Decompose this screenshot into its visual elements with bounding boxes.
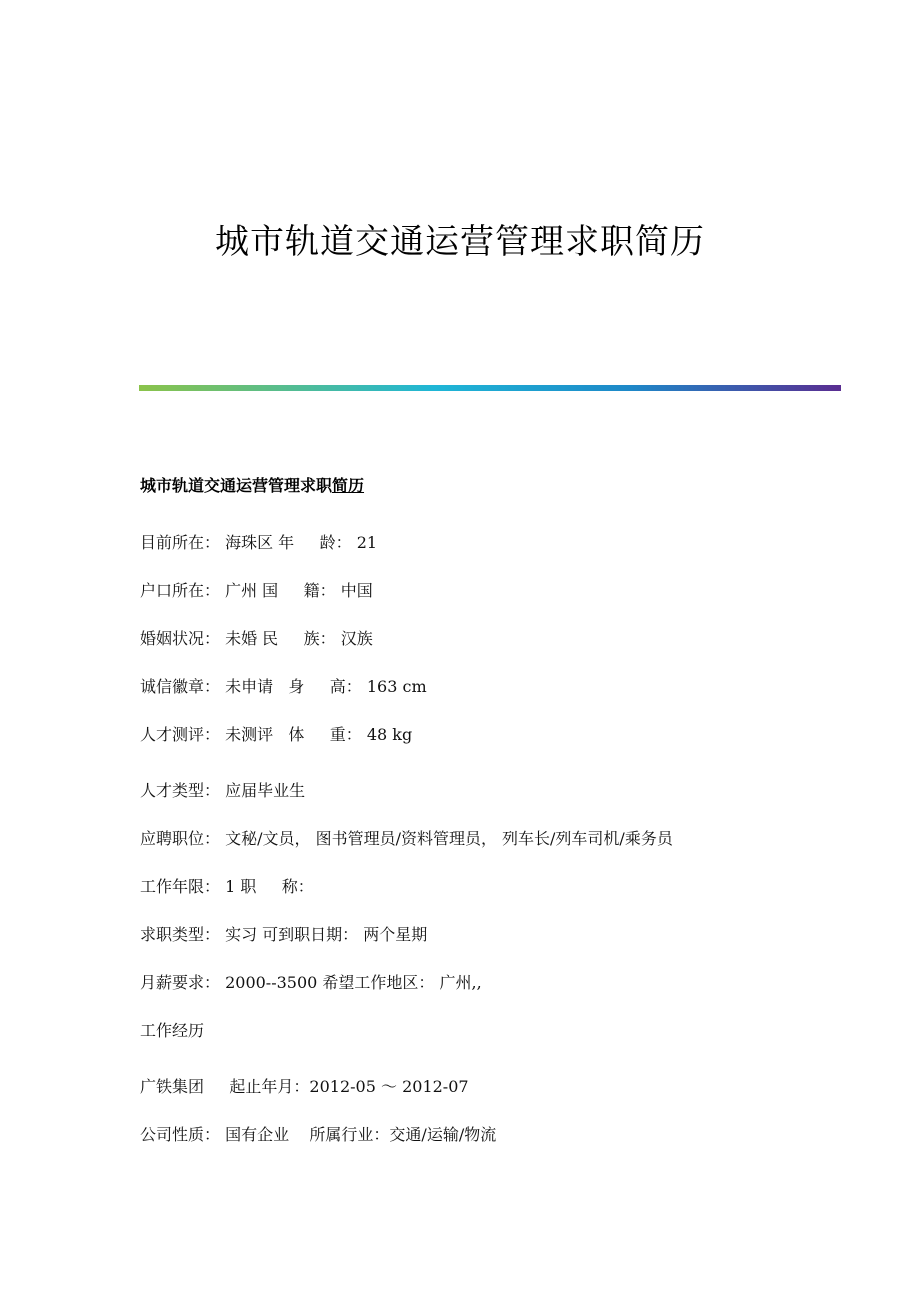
row-marital-status: 婚姻状况： 未婚 民 族： 汉族: [140, 629, 373, 648]
row-salary: 月薪要求： 2000--3500 希望工作地区： 广州,,: [140, 973, 482, 992]
row-work-years: 工作年限： 1 职 称：: [140, 877, 314, 896]
section-title-main: 城市轨道交通运营管理求职: [140, 476, 333, 495]
section-title: [140, 473, 364, 496]
row-applied-positions: 应聘职位： 文秘/文员， 图书管理员/资料管理员， 列车长/列车司机/乘务员: [140, 829, 673, 848]
row-talent-assessment: 人才测评： 未测评 体 重： 48 kg: [140, 725, 413, 744]
row-talent-type: 人才类型： 应届毕业生: [140, 781, 306, 800]
row-integrity-badge: 诚信徽章： 未申请 身 高： 163 cm: [140, 677, 427, 696]
section-title-underlined: 简历: [332, 476, 365, 495]
row-job-type: 求职类型： 实习 可到职日期： 两个星期: [140, 925, 428, 944]
work-experience-heading: 工作经历: [140, 1021, 205, 1040]
row-employer: 广铁集团 起止年月：2012-05 ～ 2012-07: [140, 1077, 469, 1096]
row-company-nature: 公司性质： 国有企业 所属行业：交通/运输/物流: [140, 1125, 497, 1144]
document-title: 城市轨道交通运营管理求职简历: [215, 222, 705, 262]
gradient-divider: [139, 385, 841, 391]
row-household: 户口所在： 广州 国 籍： 中国: [140, 581, 373, 600]
row-current-location: 目前所在： 海珠区 年 龄： 21: [140, 533, 378, 552]
